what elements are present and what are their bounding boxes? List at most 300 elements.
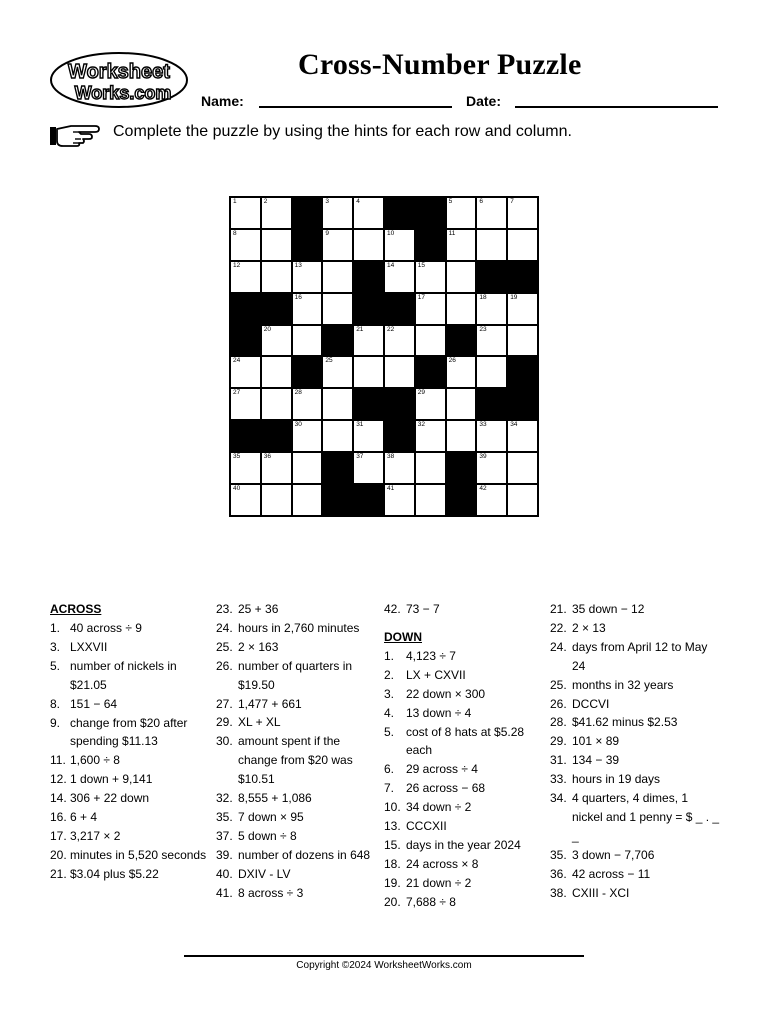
cell-number: 22 bbox=[386, 325, 395, 333]
clue-text: 8 across ÷ 3 bbox=[238, 885, 304, 900]
clue-number: 37. bbox=[216, 828, 233, 843]
grid-cell-black bbox=[322, 452, 353, 484]
clue-text: $3.04 plus $5.22 bbox=[70, 866, 159, 881]
cell-number: 14 bbox=[386, 261, 395, 269]
clue-item bbox=[50, 865, 210, 884]
clue-text: 101 × 89 bbox=[572, 734, 620, 749]
grid-cell[interactable] bbox=[476, 356, 507, 388]
clue-text: number of dozens in 648 bbox=[238, 847, 371, 862]
grid-cell[interactable] bbox=[230, 484, 261, 516]
cell-number: 16 bbox=[294, 293, 302, 301]
grid-cell[interactable] bbox=[261, 388, 292, 420]
clue-number: 33. bbox=[550, 772, 567, 787]
grid-cell-black bbox=[415, 197, 446, 229]
clue-text: 1,600 ÷ 8 bbox=[70, 753, 120, 768]
grid-cell[interactable] bbox=[322, 197, 353, 229]
clue-text: 25 + 36 bbox=[238, 602, 279, 616]
grid-cell[interactable] bbox=[322, 261, 353, 293]
cell-number: 38 bbox=[386, 453, 395, 461]
clue-number: 19. bbox=[384, 875, 401, 890]
cell-number: 13 bbox=[294, 261, 302, 269]
clue-number: 20. bbox=[50, 847, 67, 862]
clue-number: 8. bbox=[50, 696, 61, 711]
grid-cell[interactable] bbox=[446, 420, 477, 452]
clue-number: 40. bbox=[216, 866, 233, 881]
clue-item bbox=[216, 732, 376, 789]
clue-number: 4. bbox=[384, 705, 395, 720]
footer-divider bbox=[184, 955, 584, 957]
grid-cell[interactable] bbox=[292, 484, 323, 516]
clue-item bbox=[216, 619, 376, 638]
grid-cell[interactable] bbox=[353, 356, 384, 388]
clue-text: 2 × 163 bbox=[238, 639, 279, 654]
clue-text: 26 across − 68 bbox=[406, 781, 486, 796]
grid-cell[interactable] bbox=[507, 229, 538, 261]
clue-text: days in the year 2024 bbox=[406, 837, 521, 852]
clue-text: XL + XL bbox=[238, 715, 281, 730]
clue-item bbox=[550, 638, 720, 676]
clue-number: 7. bbox=[384, 781, 395, 796]
cell-number: 10 bbox=[386, 229, 395, 237]
clue-item bbox=[384, 685, 544, 704]
cell-number: 11 bbox=[448, 229, 456, 237]
grid-cell[interactable] bbox=[476, 229, 507, 261]
grid-cell-black bbox=[353, 484, 384, 516]
cell-number: 25 bbox=[325, 357, 333, 365]
cell-number: 6 bbox=[479, 198, 484, 205]
grid-cell[interactable] bbox=[476, 420, 507, 452]
cell-number: 37 bbox=[356, 453, 364, 461]
clue-item bbox=[550, 884, 720, 903]
clue-number: 29. bbox=[216, 715, 233, 730]
clue-text: LXXVII bbox=[70, 639, 108, 654]
grid-cell[interactable] bbox=[261, 229, 292, 261]
cell-number: 34 bbox=[510, 421, 518, 429]
cell-number: 4 bbox=[356, 198, 360, 205]
grid-cell[interactable] bbox=[415, 325, 446, 357]
clue-text: 7 down × 95 bbox=[238, 809, 304, 824]
clue-number: 38. bbox=[550, 885, 567, 900]
clue-number: 28. bbox=[550, 715, 567, 730]
clue-text: 1 down + 9,141 bbox=[70, 772, 153, 787]
grid-cell-black bbox=[292, 197, 323, 229]
grid-cell-black bbox=[384, 197, 415, 229]
clue-item bbox=[216, 600, 376, 619]
grid-cell-black bbox=[322, 484, 353, 516]
grid-cell[interactable] bbox=[322, 229, 353, 261]
grid-cell[interactable] bbox=[446, 261, 477, 293]
cell-number: 27 bbox=[233, 389, 241, 397]
clue-item bbox=[216, 789, 376, 808]
clue-item bbox=[50, 846, 210, 865]
cell-number: 20 bbox=[263, 325, 272, 333]
cell-number: 23 bbox=[479, 325, 487, 333]
grid-cell[interactable] bbox=[230, 229, 261, 261]
clue-item bbox=[50, 808, 210, 827]
grid-cell[interactable] bbox=[230, 197, 261, 229]
grid-cell-black bbox=[261, 293, 292, 325]
clue-item bbox=[216, 657, 376, 695]
clue-item bbox=[384, 798, 544, 817]
grid-cell[interactable] bbox=[415, 261, 446, 293]
clue-text: 21 down ÷ 2 bbox=[406, 875, 472, 890]
clue-text: cost of 8 hats at $5.28 each bbox=[406, 724, 525, 758]
cell-number: 30 bbox=[294, 421, 302, 429]
clue-text: 134 − 39 bbox=[572, 753, 620, 768]
grid-cell[interactable] bbox=[476, 197, 507, 229]
grid-cell[interactable] bbox=[322, 388, 353, 420]
clue-number: 20. bbox=[384, 894, 401, 909]
clue-number: 25. bbox=[216, 639, 233, 654]
grid-cell[interactable] bbox=[353, 197, 384, 229]
cell-number: 15 bbox=[417, 261, 426, 269]
clue-number: 17. bbox=[50, 828, 67, 843]
cell-number: 9 bbox=[325, 229, 330, 237]
clue-number: 13. bbox=[384, 819, 401, 834]
clue-number: 35. bbox=[550, 847, 567, 862]
grid-cell[interactable] bbox=[384, 229, 415, 261]
name-field[interactable] bbox=[259, 106, 452, 108]
clue-number: 3. bbox=[384, 686, 395, 701]
grid-cell[interactable] bbox=[507, 420, 538, 452]
clue-text: 4,123 ÷ 7 bbox=[406, 648, 456, 663]
grid-cell-black bbox=[384, 420, 415, 452]
clue-number: 1. bbox=[384, 648, 395, 663]
clue-item bbox=[50, 827, 210, 846]
grid-cell[interactable] bbox=[230, 261, 261, 293]
grid-cell[interactable] bbox=[322, 293, 353, 325]
grid-cell[interactable] bbox=[292, 452, 323, 484]
grid-cell[interactable] bbox=[261, 356, 292, 388]
grid-cell-black bbox=[353, 293, 384, 325]
clue-number: 2. bbox=[384, 667, 395, 682]
grid-cell[interactable] bbox=[261, 197, 292, 229]
clues-column-4 bbox=[550, 600, 720, 903]
grid-cell[interactable] bbox=[446, 388, 477, 420]
grid-cell[interactable] bbox=[507, 293, 538, 325]
cell-number: 1 bbox=[233, 198, 237, 205]
clue-item bbox=[550, 846, 720, 865]
clue-item bbox=[216, 695, 376, 714]
grid-cell[interactable] bbox=[292, 261, 323, 293]
clue-number: 30. bbox=[216, 734, 233, 749]
date-field[interactable] bbox=[515, 106, 718, 108]
clue-item bbox=[550, 713, 720, 732]
grid-cell[interactable] bbox=[261, 484, 292, 516]
clue-text: 40 across ÷ 9 bbox=[70, 621, 142, 635]
clues-column-2 bbox=[216, 600, 376, 903]
grid-cell[interactable] bbox=[322, 420, 353, 452]
grid-cell[interactable] bbox=[415, 484, 446, 516]
cell-number: 40 bbox=[233, 485, 241, 493]
clue-item bbox=[50, 695, 210, 714]
pointing-hand-icon bbox=[49, 121, 101, 149]
clue-item bbox=[216, 865, 376, 884]
grid-cell[interactable] bbox=[415, 293, 446, 325]
grid-cell[interactable] bbox=[353, 325, 384, 357]
clue-text: 3 down − 7,706 bbox=[572, 847, 655, 862]
clue-text: 34 down ÷ 2 bbox=[406, 800, 472, 815]
grid-cell[interactable] bbox=[261, 261, 292, 293]
grid-cell[interactable] bbox=[292, 325, 323, 357]
grid-cell[interactable] bbox=[384, 261, 415, 293]
clue-number: 14. bbox=[50, 791, 67, 806]
clue-number: 18. bbox=[384, 856, 401, 871]
clue-number: 15. bbox=[384, 837, 401, 852]
cell-number: 36 bbox=[263, 453, 272, 461]
clue-number: 5. bbox=[50, 658, 61, 673]
clue-item bbox=[550, 676, 720, 695]
clue-text: amount spent if the change from $20 was $10.51 bbox=[238, 734, 353, 787]
clue-number: 21. bbox=[550, 602, 567, 616]
clue-text: 73 − 7 bbox=[406, 602, 440, 616]
clue-text: hours in 2,760 minutes bbox=[238, 620, 360, 635]
clue-text: months in 32 years bbox=[572, 677, 674, 692]
clue-number: 23. bbox=[216, 602, 233, 616]
clue-text: 2 × 13 bbox=[572, 620, 606, 635]
clue-number: 25. bbox=[550, 677, 567, 692]
clue-number: 5. bbox=[384, 724, 395, 739]
grid-cell[interactable] bbox=[415, 420, 446, 452]
down-heading: DOWN bbox=[384, 629, 422, 644]
clue-item bbox=[50, 619, 210, 638]
grid-cell-black bbox=[353, 261, 384, 293]
cell-number: 41 bbox=[386, 485, 395, 493]
clue-item bbox=[50, 638, 210, 657]
clue-text: LX + CXVII bbox=[406, 667, 466, 682]
clue-number: 39. bbox=[216, 847, 233, 862]
clue-item bbox=[384, 666, 544, 685]
grid-cell-black bbox=[476, 388, 507, 420]
clue-item bbox=[216, 827, 376, 846]
clue-item bbox=[550, 865, 720, 884]
grid-cell[interactable] bbox=[476, 293, 507, 325]
grid-cell[interactable] bbox=[476, 452, 507, 484]
cell-number: 21 bbox=[356, 325, 364, 333]
clue-text: 29 across ÷ 4 bbox=[406, 762, 478, 777]
instructions: Complete the puzzle by using the hints for each row and column. bbox=[113, 123, 572, 140]
clues-column-1 bbox=[50, 600, 210, 884]
grid-cell-black bbox=[446, 452, 477, 484]
clue-number: 1. bbox=[50, 621, 61, 635]
cell-number: 18 bbox=[479, 293, 487, 301]
clue-text: 6 + 4 bbox=[70, 810, 98, 825]
grid-cell-black bbox=[446, 325, 477, 357]
grid-cell-black bbox=[322, 325, 353, 357]
clue-item bbox=[216, 808, 376, 827]
clue-item bbox=[50, 751, 210, 770]
grid-cell[interactable] bbox=[446, 356, 477, 388]
clue-item bbox=[384, 760, 544, 779]
cell-number: 28 bbox=[294, 389, 302, 397]
clue-number: 9. bbox=[50, 715, 61, 730]
grid-cell[interactable] bbox=[507, 484, 538, 516]
clue-text: number of nickels in $21.05 bbox=[70, 658, 177, 692]
clue-item bbox=[384, 855, 544, 874]
cell-number: 24 bbox=[233, 357, 241, 365]
grid-cell[interactable] bbox=[384, 356, 415, 388]
clue-number: 36. bbox=[550, 866, 567, 881]
grid-cell[interactable] bbox=[353, 452, 384, 484]
clue-text: 13 down ÷ 4 bbox=[406, 705, 472, 720]
grid-cell-black bbox=[476, 261, 507, 293]
clue-number: 42. bbox=[384, 602, 401, 616]
clue-number: 27. bbox=[216, 696, 233, 711]
clue-item bbox=[550, 770, 720, 789]
grid-cell[interactable] bbox=[230, 452, 261, 484]
clue-number: 26. bbox=[550, 696, 567, 711]
cell-number: 29 bbox=[417, 389, 426, 397]
clue-text: 5 down ÷ 8 bbox=[238, 828, 297, 843]
grid-cell-black bbox=[353, 388, 384, 420]
grid-cell-black bbox=[415, 229, 446, 261]
grid-cell[interactable] bbox=[507, 452, 538, 484]
clue-number: 24. bbox=[550, 639, 567, 654]
clue-item bbox=[384, 874, 544, 893]
cell-number: 32 bbox=[417, 421, 426, 429]
clue-text: 4 quarters, 4 dimes, 1 nickel and 1 penny = $ _ . _ _ bbox=[572, 791, 720, 843]
grid-cell[interactable] bbox=[384, 484, 415, 516]
clue-item bbox=[216, 884, 376, 903]
clue-item bbox=[384, 893, 544, 912]
clue-number: 21. bbox=[50, 866, 67, 881]
clue-item bbox=[550, 695, 720, 714]
clue-text: 151 − 64 bbox=[70, 696, 118, 711]
grid-cell[interactable] bbox=[230, 388, 261, 420]
clue-text: 1,477 + 661 bbox=[238, 696, 302, 711]
clue-text: CXIII - XCI bbox=[572, 885, 630, 900]
cell-number: 8 bbox=[233, 229, 237, 237]
grid-cell-black bbox=[384, 293, 415, 325]
clue-text: CCCXII bbox=[406, 819, 447, 834]
clue-text: 42 across − 11 bbox=[572, 866, 651, 881]
grid-cell[interactable] bbox=[292, 293, 323, 325]
clue-text: days from April 12 to May 24 bbox=[572, 639, 708, 673]
grid-cell-black bbox=[292, 356, 323, 388]
clue-item bbox=[384, 704, 544, 723]
cell-number: 35 bbox=[233, 453, 241, 461]
clue-text: 8,555 + 1,086 bbox=[238, 791, 312, 806]
grid-cell[interactable] bbox=[415, 388, 446, 420]
grid-cell[interactable] bbox=[384, 325, 415, 357]
clue-text: 306 + 22 down bbox=[70, 791, 150, 806]
clue-text: $41.62 minus $2.53 bbox=[572, 715, 678, 730]
worksheetworks-logo bbox=[49, 51, 189, 109]
clue-number: 16. bbox=[50, 810, 67, 825]
across-heading: ACROSS bbox=[50, 602, 102, 616]
grid-cell[interactable] bbox=[446, 229, 477, 261]
grid-cell[interactable] bbox=[353, 229, 384, 261]
clue-text: 22 down × 300 bbox=[406, 686, 486, 701]
clue-item bbox=[550, 732, 720, 751]
grid-cell[interactable] bbox=[384, 452, 415, 484]
clue-text: minutes in 5,520 seconds bbox=[70, 847, 207, 862]
grid-cell-black bbox=[292, 229, 323, 261]
clue-number: 32. bbox=[216, 791, 233, 806]
grid-cell[interactable] bbox=[476, 484, 507, 516]
cell-number: 12 bbox=[233, 261, 241, 269]
clue-number: 24. bbox=[216, 620, 233, 635]
logo-line2: Works.com bbox=[74, 83, 172, 103]
grid-cell[interactable] bbox=[230, 356, 261, 388]
grid-cell[interactable] bbox=[507, 325, 538, 357]
grid-cell[interactable] bbox=[292, 420, 323, 452]
grid-cell[interactable] bbox=[476, 325, 507, 357]
cell-number: 17 bbox=[417, 293, 426, 301]
grid-cell[interactable] bbox=[446, 197, 477, 229]
clue-item bbox=[384, 779, 544, 798]
grid-cell[interactable] bbox=[261, 452, 292, 484]
grid-cell[interactable] bbox=[353, 420, 384, 452]
clue-text: 3,217 × 2 bbox=[70, 828, 121, 843]
clue-item bbox=[216, 713, 376, 732]
cell-number: 31 bbox=[356, 421, 364, 429]
clue-text: hours in 19 days bbox=[572, 772, 661, 787]
grid-cell[interactable] bbox=[507, 197, 538, 229]
clue-number: 35. bbox=[216, 809, 233, 824]
clue-item bbox=[50, 770, 210, 789]
date-label: Date: bbox=[466, 93, 502, 109]
clue-text: 35 down − 12 bbox=[572, 602, 645, 616]
clue-number: 12. bbox=[50, 772, 67, 787]
grid-cell-black bbox=[507, 388, 538, 420]
clue-text: 7,688 ÷ 8 bbox=[406, 894, 456, 909]
grid-cell-black bbox=[507, 261, 538, 293]
cell-number: 33 bbox=[479, 421, 487, 429]
cell-number: 19 bbox=[510, 293, 518, 301]
clue-item bbox=[550, 751, 720, 770]
clue-item bbox=[50, 657, 210, 695]
name-label: Name: bbox=[201, 93, 244, 109]
clue-text: 24 across × 8 bbox=[406, 856, 479, 871]
clue-item bbox=[384, 600, 544, 619]
copyright-text: Copyright ©2024 WorksheetWorks.com bbox=[296, 960, 472, 971]
clue-text: change from $20 after spending $11.13 bbox=[70, 715, 188, 749]
grid-cell[interactable] bbox=[322, 356, 353, 388]
grid-cell-black bbox=[384, 388, 415, 420]
clue-number: 29. bbox=[550, 734, 567, 749]
grid-cell[interactable] bbox=[292, 388, 323, 420]
clue-number: 10. bbox=[384, 800, 401, 815]
grid-cell[interactable] bbox=[415, 452, 446, 484]
grid-cell-black bbox=[507, 356, 538, 388]
logo-line1: Worksheet bbox=[68, 61, 170, 83]
clue-number: 41. bbox=[216, 885, 233, 900]
clue-text: number of quarters in $19.50 bbox=[238, 658, 353, 692]
clue-text: DCCVI bbox=[572, 696, 610, 711]
cell-number: 7 bbox=[510, 198, 514, 205]
grid-cell-black bbox=[230, 325, 261, 357]
grid-cell[interactable] bbox=[446, 293, 477, 325]
clue-item bbox=[216, 638, 376, 657]
clue-number: 3. bbox=[50, 639, 61, 654]
clue-item bbox=[384, 723, 544, 761]
grid-cell[interactable] bbox=[261, 325, 292, 357]
clue-item bbox=[550, 600, 720, 619]
clues-column-3 bbox=[384, 600, 544, 912]
clue-item bbox=[384, 817, 544, 836]
cell-number: 42 bbox=[479, 485, 487, 493]
cell-number: 2 bbox=[263, 198, 268, 205]
clue-number: 6. bbox=[384, 762, 395, 777]
clue-item bbox=[384, 647, 544, 666]
cell-number: 3 bbox=[325, 198, 330, 205]
grid-cell-black bbox=[230, 293, 261, 325]
clue-number: 34. bbox=[550, 791, 567, 806]
grid-cell-black bbox=[415, 356, 446, 388]
cell-number: 39 bbox=[479, 453, 487, 461]
cell-number: 26 bbox=[448, 357, 456, 365]
